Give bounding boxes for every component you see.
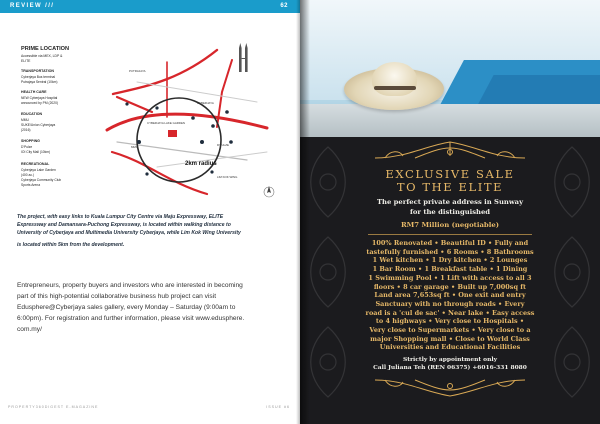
map-legend-item: IOI City Mall (10km) <box>21 150 51 154</box>
ad-contact-line: Call Juliana Teh (REN 06375) +6016-331 8080 <box>373 364 527 371</box>
ad-title-line: TO THE ELITE <box>396 180 504 194</box>
map-legend-item: D'Pulze <box>21 145 33 149</box>
footer-issue: ISSUE #6 <box>266 405 290 409</box>
map-legend-item: Cyberjaya Community Club <box>21 178 62 182</box>
map-place-label: PUTRAJAYA <box>129 69 146 73</box>
ad-feature-line: 100% Renovated • Beautiful ID • Fully and <box>371 239 529 247</box>
ad-subtitle-line: for the distinguished <box>409 207 491 216</box>
location-map <box>17 42 279 210</box>
ad-text-panel <box>354 159 546 381</box>
body-line: 6:00pm). For registration and further information, please visit www.edusphere. <box>17 314 245 322</box>
ad-feature-line: tastefully furnished • 6 Rooms • 8 Bathrooms <box>366 247 534 256</box>
map-legend-item: Cyberjaya Bus terminal <box>21 75 56 79</box>
ad-title <box>354 168 546 194</box>
body-line: Edusphere@Cyberjaya sales gallery, every Monday – Saturday (9:00am to <box>17 303 236 311</box>
ad-feature-line: road is a 'cul de sac' • Near lake • Easy access <box>365 308 535 317</box>
damask-pattern-right <box>544 137 600 424</box>
body-line: Entrepreneurs, property buyers and investors who are interested in becoming <box>17 282 243 289</box>
map-legend-item: Cyberjaya Lake Garden <box>21 168 56 172</box>
ad-feature-line: Sanctuary with no through roads • Every <box>375 299 525 308</box>
map-legend-heading: HEALTH CARE <box>21 90 47 94</box>
ad-feature-line: floors • 8 car garage • Built up 7,000sq ft <box>373 282 527 291</box>
ad-feature-line: to 4 highways • Very close to Hospitals • <box>375 317 525 326</box>
body-line: com.my/ <box>17 325 42 333</box>
ad-subtitle-line: The perfect private address in Sunway <box>376 198 524 206</box>
section-header-bar <box>0 0 300 13</box>
ad-feature-line: Very close to Supermarkets • Very close to a <box>369 326 531 335</box>
ad-features <box>356 239 544 352</box>
map-legend-item: Sports Arena <box>21 183 41 187</box>
caption-line: University of Cyberjaya and Multimedia University Cyberjaya, while Lim Kok Wing University <box>17 229 241 236</box>
ad-price: RM7 Million (negotiable) <box>400 221 500 229</box>
map-legend-heading: TRANSPORTATION <box>21 69 55 73</box>
map-place-label: CYBERJAYA LAKE GARDEN <box>147 121 185 125</box>
ad-contact <box>354 356 546 372</box>
map-place-label: MMU <box>131 145 138 149</box>
map-legend-subtitle: Accessible via MEX, LDP & <box>21 54 63 58</box>
ad-feature-line: 1 Wet kitchen • 1 Dry kitchen • 2 Lounges <box>372 256 528 265</box>
ad-feature-line: major Shopping mall • Close to World Class <box>370 334 530 343</box>
map-legend-item: (400 ac.) <box>21 173 35 177</box>
caption-line: The project, with easy links to Kuala Lumpur City Centre via Maju Expressway, ELITE <box>17 214 224 220</box>
ad-feature-line: 1 Bar Room • 1 Breakfast table • 1 Dining <box>372 265 528 274</box>
map-legend-item: NEW Cyberjaya Hospital <box>21 96 58 100</box>
map-legend-item: Putrajaya Sentral (10km) <box>21 80 58 84</box>
pool-photo <box>300 0 600 137</box>
map-legend-subtitle: ELITE <box>21 59 31 63</box>
page-spine-shadow <box>300 0 310 424</box>
map-legend-heading: EDUCATION <box>21 112 43 116</box>
map-caption <box>17 214 283 250</box>
ad-title-line: EXCLUSIVE SALE <box>385 167 515 181</box>
page-number: 62 <box>280 3 288 9</box>
ad-subtitle <box>360 198 540 217</box>
map-place-label: D'PULZE <box>217 143 229 147</box>
location-map-graphic <box>17 42 279 210</box>
ad-feature-line: 1 Swimming Pool • 1 Lift with access to all 3 <box>368 273 532 282</box>
ad-contact-line: Strictly by appointment only <box>402 356 498 363</box>
body-line: part of this high-potential collaborative business hub project can visit <box>17 292 217 300</box>
map-legend-item: MMU <box>21 118 29 122</box>
right-page-advertisement <box>300 0 600 424</box>
page-footer <box>8 405 290 409</box>
ornament-bottom-icon <box>355 378 545 400</box>
ad-feature-line: Universities and Educational Facilities <box>379 343 521 352</box>
map-place-label: LIM KOK WING <box>217 175 238 179</box>
map-site-marker <box>168 130 177 137</box>
caption-line: is located within 5km from the development. <box>17 242 125 249</box>
ad-feature-line: Land area 7,653sq ft • One exit and entry <box>374 291 526 300</box>
map-legend-heading: SHOPPING <box>21 139 40 143</box>
map-legend-item: (2016) <box>21 128 31 132</box>
map-legend-title: PRIME LOCATION <box>21 46 70 52</box>
map-radius-label: 2km radius <box>185 161 217 167</box>
map-legend-item: SUKE/Union Cyberjaya <box>21 123 56 127</box>
article-body <box>17 281 283 336</box>
map-place-label: CYBERJAYA <box>197 101 214 105</box>
ad-divider <box>368 234 532 235</box>
caption-line: Expressway and Damansara-Puchong Expressway, is located within walking distance to <box>17 221 231 228</box>
map-legend-heading: RECREATIONAL <box>21 162 50 166</box>
section-title: REVIEW /// <box>10 3 55 9</box>
map-legend-item: announced by PM (2020) <box>21 101 59 105</box>
footer-magazine-name: PROPERTY360DIGEST E-MAGAZINE <box>8 405 99 409</box>
